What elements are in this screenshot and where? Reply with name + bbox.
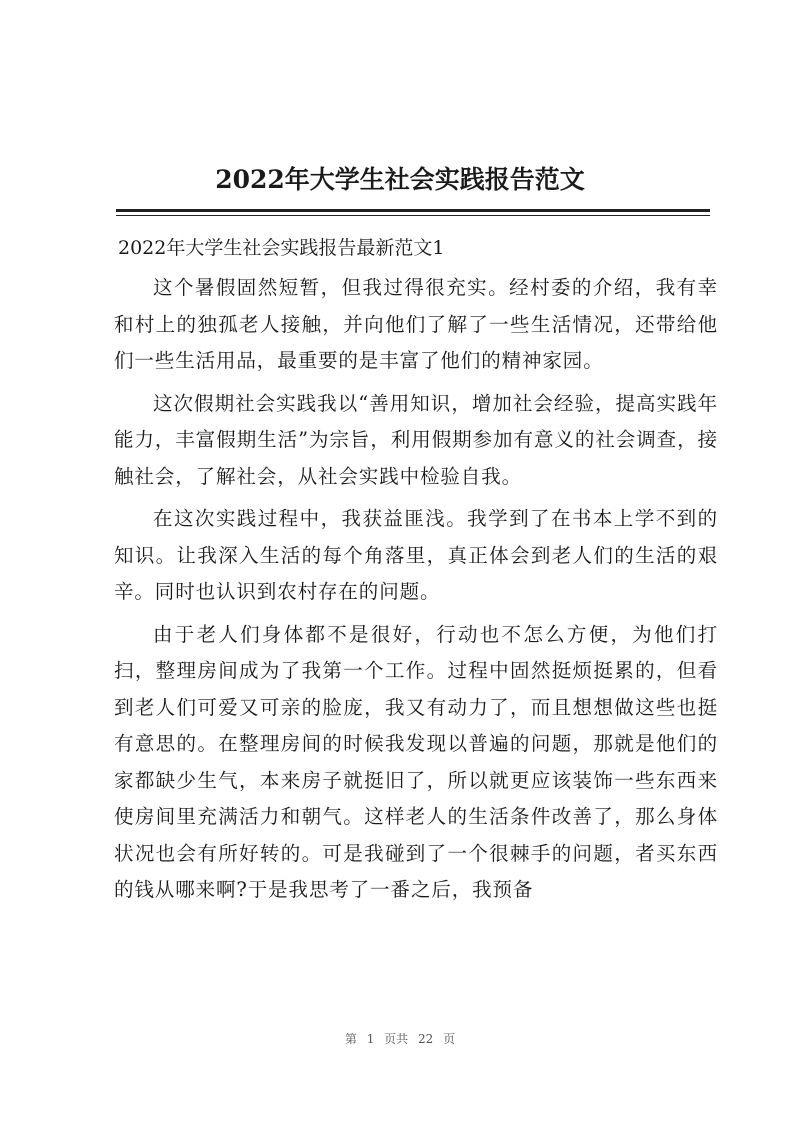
section-heading: 2022年大学生社会实践报告最新范文1	[118, 237, 445, 259]
title-divider-thin	[116, 215, 710, 216]
paragraph-2: 这次假期社会实践我以“善用知识，增加社会经验，提高实践年能力，丰富假期生活”为宗旨，利用假期参加有意义的社会调查，接触社会，了解社会，从社会实践中检验自我。	[114, 391, 718, 488]
title-divider-thick	[116, 209, 710, 212]
document-body	[114, 270, 718, 915]
paragraph-3: 在这次实践过程中，我获益匪浅。我学到了在书本上学不到的知识。让我深入生活的每个角落里，真正体会到老人们的生活的艰辛。同时也认识到农村存在的问题。	[114, 507, 718, 603]
page-footer: 第 1 页共 22 页	[344, 1032, 456, 1046]
document-title: 2022年大学生社会实践报告范文	[215, 165, 585, 194]
paragraph-4: 由于老人们身体都不是很好，行动也不怎么方便，为他们打扫，整理房间成为了我第一个工作。过程中固然挺烦挺累的，但看到老人们可爱又可亲的脸庞，我又有动力了，而且想想做这些也挺有意思的。在整理房间的时候我发现以普遍的问题，那就是他们的家都缺少生气，本来房子就挺旧了，所以就更应该装饰一些东西来使房间里充满活力和朝气。这样老人的生活条件改善了，那么身体状况也会有所好转的。可是我碰到了一个很棘手的问题，者买东西的钱从哪来啊?于是我思考了一番之后，我预备	[114, 622, 718, 901]
paragraph-1: 这个暑假固然短暂，但我过得很充实。经村委的介绍，我有幸和村上的独孤老人接触，并向他们了解了一些生活情况，还带给他们一些生活用品，最重要的是丰富了他们的精神家园。	[114, 276, 718, 372]
